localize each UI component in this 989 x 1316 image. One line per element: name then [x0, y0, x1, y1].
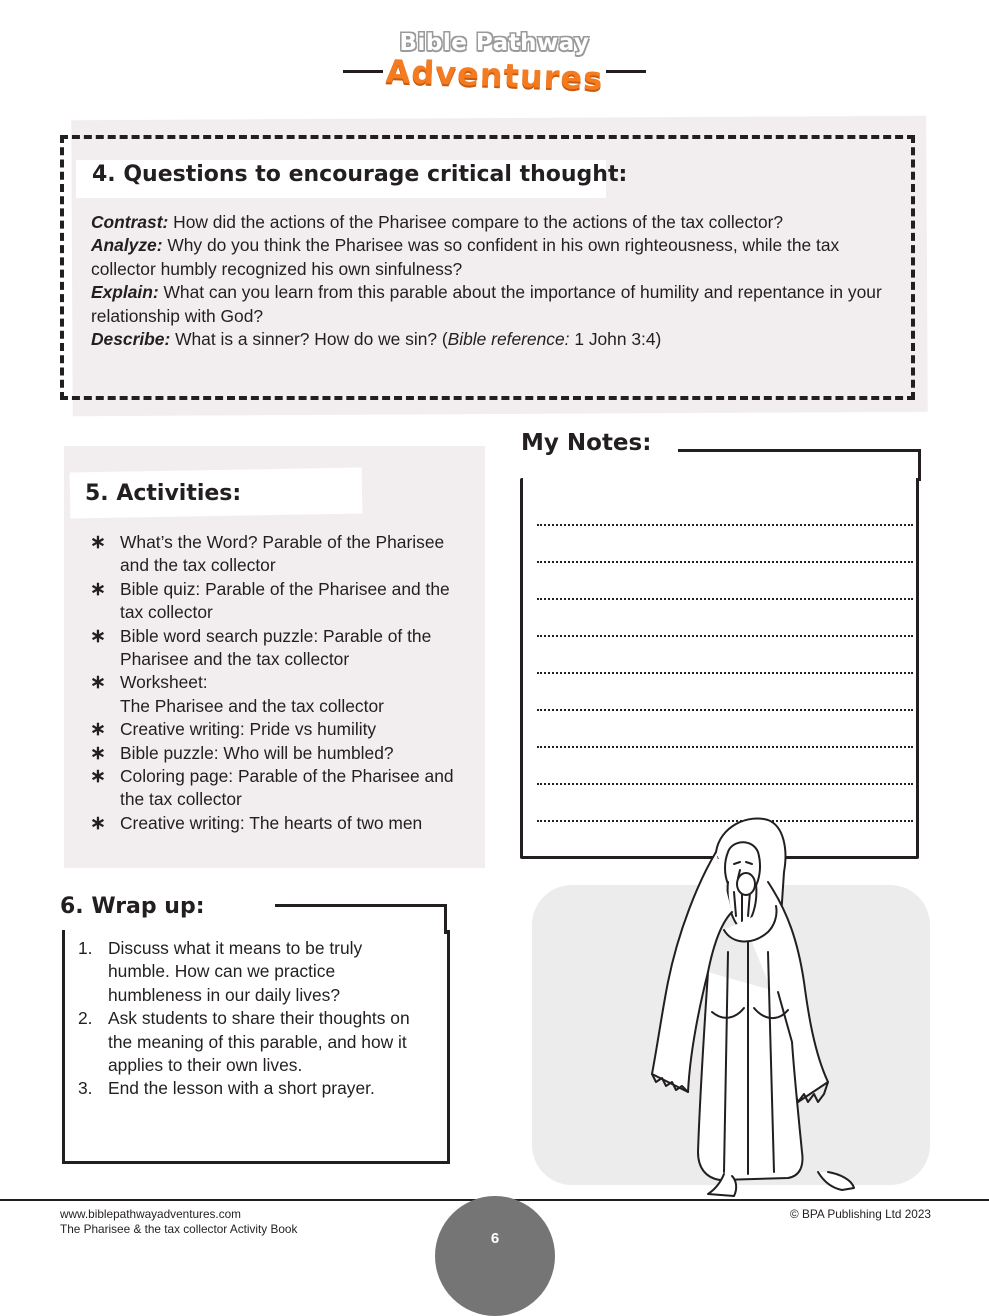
footer-left	[60, 1207, 297, 1237]
bible-reference-label: Bible reference:	[447, 329, 570, 350]
list-item	[78, 937, 428, 1007]
logo-text-top: Bible Pathway	[399, 30, 590, 56]
question-text: What can you learn from this parable about the importance of humility and repentance in your relationship with God?	[91, 282, 882, 326]
question-contrast	[91, 211, 891, 234]
asterisk-icon: ∗	[90, 672, 106, 694]
page-number-badge	[435, 1196, 555, 1316]
note-line[interactable]	[537, 746, 913, 748]
list-item	[90, 765, 475, 812]
activity-text: Bible quiz: Parable of the Pharisee and the tax collector	[120, 578, 450, 623]
notes-box	[520, 478, 919, 859]
wrap-up-list	[78, 937, 428, 1101]
notes-title: My Notes:	[521, 430, 652, 456]
activity-text: Bible puzzle: Who will be humbled?	[120, 742, 394, 763]
question-text: How did the actions of the Pharisee compare to the actions of the tax collector?	[168, 212, 784, 232]
list-item	[90, 742, 475, 765]
question-analyze	[91, 234, 891, 281]
question-explain	[91, 281, 891, 328]
section5-title: 5. Activities:	[85, 481, 242, 506]
list-item	[78, 1007, 428, 1077]
activity-text: Creative writing: Pride vs humility	[120, 719, 377, 740]
item-text: End the lesson with a short prayer.	[108, 1078, 375, 1099]
question-text: Why do you think the Pharisee was so confident in his own righteousness, while the tax collector humbly recognized his own sinfulness?	[91, 235, 840, 279]
question-label: Describe:	[91, 329, 171, 350]
question-text: What is a sinner? How do we sin? (	[170, 329, 448, 350]
logo-text-main: Adventures	[385, 52, 604, 98]
section4-questions	[91, 211, 891, 351]
item-text: Discuss what it means to be truly humble. How can we practice humbleness in our daily lives?	[108, 938, 363, 1005]
list-item	[90, 625, 475, 672]
note-line[interactable]	[537, 524, 913, 526]
asterisk-icon: ∗	[90, 625, 106, 647]
asterisk-icon: ∗	[90, 578, 106, 600]
praying-man-illustration	[628, 812, 888, 1207]
list-item	[90, 531, 475, 578]
activity-text: Coloring page: Parable of the Pharisee and the tax collector	[120, 766, 454, 810]
list-item	[90, 671, 475, 718]
asterisk-icon: ∗	[90, 532, 106, 553]
question-label: Analyze:	[91, 235, 163, 256]
note-line[interactable]	[537, 635, 913, 637]
section4-title: 4. Questions to encourage critical thought:	[92, 162, 628, 187]
note-line[interactable]	[537, 672, 913, 674]
asterisk-icon: ∗	[90, 719, 106, 741]
footer-book-title: The Pharisee & the tax collector Activity Book	[60, 1222, 298, 1236]
activity-text: Worksheet: The Pharisee and the tax collector	[120, 672, 384, 716]
section6-title: 6. Wrap up:	[60, 894, 205, 919]
item-number: 1.	[78, 938, 93, 958]
footer-copyright: © BPA Publishing Ltd 2023	[790, 1207, 931, 1221]
item-text: Ask students to share their thoughts on the meaning of this parable, and how it applies to their own lives.	[108, 1008, 410, 1076]
note-line[interactable]	[537, 561, 913, 563]
bible-reference-text: 1 John 3:4)	[569, 329, 662, 350]
notes-frame-corner	[918, 449, 921, 481]
activity-text: What’s the Word? Parable of the Pharisee and the tax collector	[120, 532, 445, 576]
asterisk-icon: ∗	[90, 742, 106, 764]
list-item	[78, 1077, 428, 1100]
question-describe	[91, 328, 891, 351]
asterisk-icon: ∗	[90, 766, 106, 788]
footer-url[interactable]: www.biblepathwayadventures.com	[60, 1207, 241, 1221]
asterisk-icon: ∗	[90, 812, 106, 834]
activity-text: Bible word search puzzle: Parable of the Pharisee and the tax collector	[120, 625, 432, 670]
list-item	[90, 578, 475, 625]
item-number: 3.	[78, 1078, 93, 1099]
activities-list	[90, 531, 475, 835]
note-line[interactable]	[537, 598, 913, 600]
list-item	[90, 718, 475, 741]
question-label: Contrast:	[91, 212, 169, 232]
item-number: 2.	[78, 1008, 93, 1029]
question-label: Explain:	[91, 282, 159, 303]
list-item	[90, 812, 475, 835]
notes-frame-top	[678, 449, 921, 452]
note-line[interactable]	[537, 783, 913, 785]
activity-text: Creative writing: The hearts of two men	[120, 812, 423, 833]
page-number: 6	[490, 1230, 500, 1247]
wrap-frame-top	[275, 904, 447, 907]
note-line[interactable]	[537, 709, 913, 711]
